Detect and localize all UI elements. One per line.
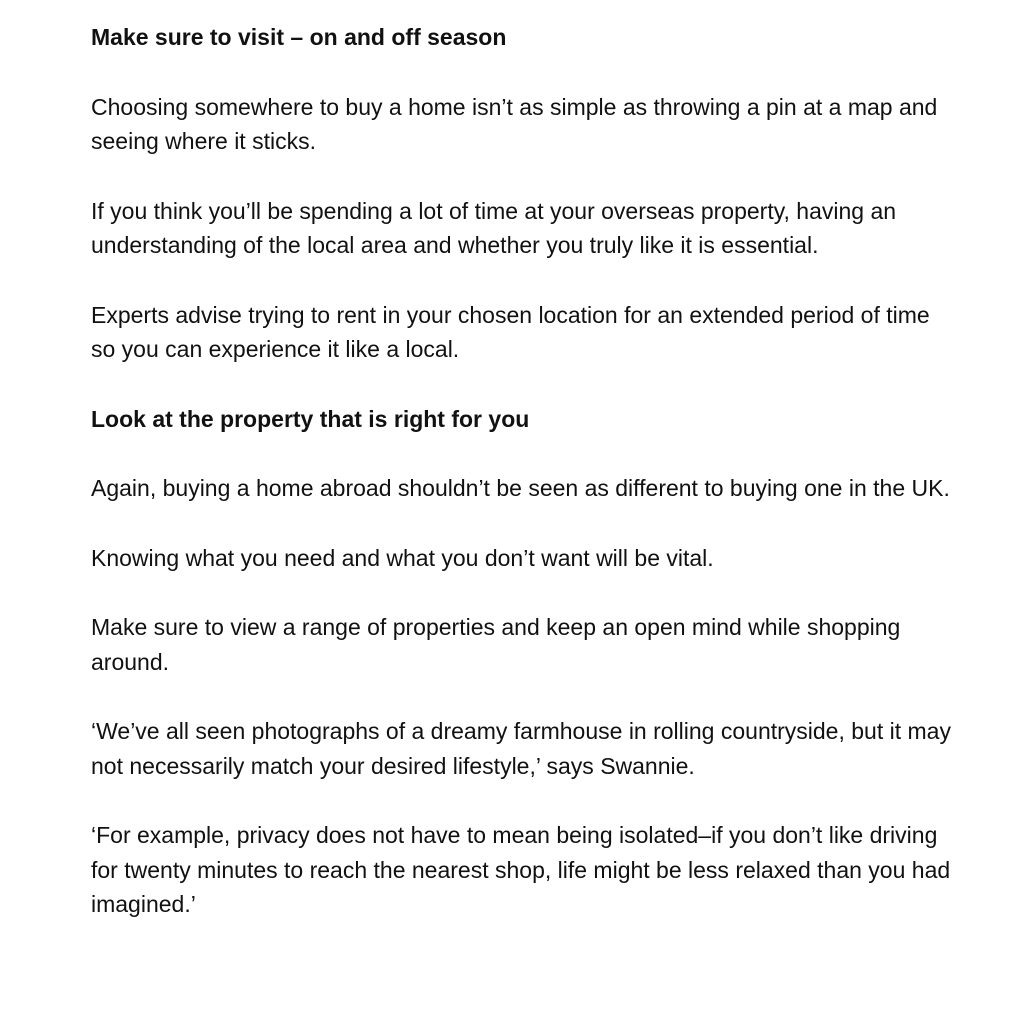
paragraph: Again, buying a home abroad shouldn’t be seen as different to buying one in the UK. <box>91 475 950 501</box>
quote-paragraph: ‘We’ve all seen photographs of a dreamy farmhouse in rolling countryside, but it may not necessarily match your desired lifestyle,’ says Swannie. <box>91 718 951 779</box>
paragraph: Experts advise trying to rent in your chosen location for an extended period of time so you can experience it like a local. <box>91 301 930 362</box>
article-body <box>91 20 951 957</box>
paragraph: Choosing somewhere to buy a home isn’t as simple as throwing a pin at a map and seeing where it sticks. <box>91 93 938 154</box>
section-heading-property: Look at the property that is right for you <box>91 405 530 432</box>
paragraph: If you think you’ll be spending a lot of time at your overseas property, having an understanding of the local area and whether you truly like it is essential. <box>91 197 897 258</box>
paragraph: Make sure to view a range of properties and keep an open mind while shopping around. <box>91 614 901 675</box>
quote-paragraph: ‘For example, privacy does not have to mean being isolated–if you don’t like driving for twenty minutes to reach the nearest shop, life might be less relaxed than you had imagined.’ <box>91 822 951 917</box>
section-heading-visit: Make sure to visit – on and off season <box>91 24 507 50</box>
paragraph: Knowing what you need and what you don’t want will be vital. <box>91 544 714 571</box>
